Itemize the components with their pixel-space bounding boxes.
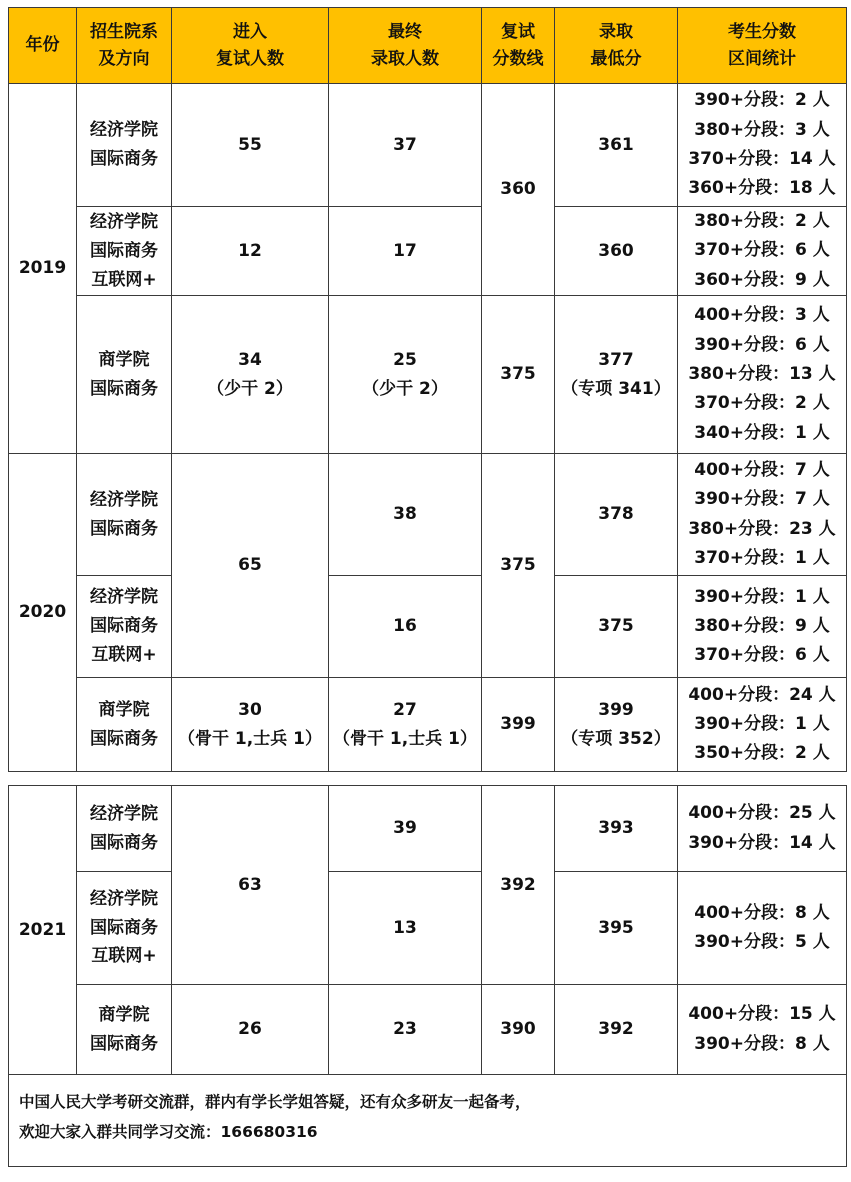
- min-score-cell: 392: [555, 985, 678, 1075]
- footer-line-2: 欢迎大家入群共同学习交流：166680316: [19, 1123, 318, 1141]
- dept-cell: 商学院 国际商务: [77, 296, 172, 454]
- min-score-cell: 375: [555, 576, 678, 678]
- table-row: [9, 454, 847, 576]
- retest-cell: 65: [172, 454, 329, 678]
- min-score-cell: 395: [555, 872, 678, 985]
- table-row: [9, 786, 847, 872]
- footer-line-1: 中国人民大学考研交流群，群内有学长学姐答疑，还有众多研友一起备考，: [19, 1093, 531, 1111]
- admitted-cell: 25 （少干 2）: [329, 296, 482, 454]
- header-retest: 进入 复试人数: [172, 8, 329, 84]
- header-year: 年份: [9, 8, 77, 84]
- min-score-cell: 361: [555, 84, 678, 207]
- distribution-cell: 390+分段：2 人 380+分段：3 人 370+分段：14 人 360+分段：18 人: [678, 84, 847, 207]
- cutoff-cell: 390: [482, 985, 555, 1075]
- dept-cell: 经济学院 国际商务: [77, 84, 172, 207]
- admitted-cell: 37: [329, 84, 482, 207]
- header-distribution: 考生分数 区间统计: [678, 8, 847, 84]
- dept-cell: 经济学院 国际商务: [77, 454, 172, 576]
- table-row: [9, 296, 847, 454]
- admitted-cell: 23: [329, 985, 482, 1075]
- retest-cell: 30 （骨干 1,士兵 1）: [172, 678, 329, 772]
- retest-cell: 34 （少干 2）: [172, 296, 329, 454]
- table-header-row: [9, 8, 847, 84]
- distribution-cell: 380+分段：2 人 370+分段：6 人 360+分段：9 人: [678, 207, 847, 296]
- retest-cell: 63: [172, 786, 329, 985]
- retest-cell: 55: [172, 84, 329, 207]
- dept-cell: 商学院 国际商务: [77, 678, 172, 772]
- distribution-cell: 400+分段：3 人 390+分段：6 人 380+分段：13 人 370+分段：2 人 340+分段：1 人: [678, 296, 847, 454]
- dept-cell: 商学院 国际商务: [77, 985, 172, 1075]
- header-dept: 招生院系 及方向: [77, 8, 172, 84]
- cutoff-cell: 375: [482, 296, 555, 454]
- min-score-cell: 360: [555, 207, 678, 296]
- year-cell: 2021: [9, 786, 77, 1075]
- admitted-cell: 38: [329, 454, 482, 576]
- min-score-cell: 393: [555, 786, 678, 872]
- distribution-cell: 390+分段：1 人 380+分段：9 人 370+分段：6 人: [678, 576, 847, 678]
- table-row: [9, 207, 847, 296]
- table-row: [9, 678, 847, 772]
- table-row: [9, 576, 847, 678]
- header-admitted: 最终 录取人数: [329, 8, 482, 84]
- min-score-cell: 378: [555, 454, 678, 576]
- distribution-cell: 400+分段：24 人 390+分段：1 人 350+分段：2 人: [678, 678, 847, 772]
- table-row: [9, 84, 847, 207]
- admitted-cell: 16: [329, 576, 482, 678]
- distribution-cell: 400+分段：15 人 390+分段：8 人: [678, 985, 847, 1075]
- admitted-cell: 13: [329, 872, 482, 985]
- footer-row: [9, 1075, 847, 1167]
- year-cell: 2019: [9, 84, 77, 454]
- dept-cell: 经济学院 国际商务 互联网+: [77, 576, 172, 678]
- table-row: [9, 985, 847, 1075]
- table-row: [9, 872, 847, 985]
- cutoff-cell: 399: [482, 678, 555, 772]
- admitted-cell: 17: [329, 207, 482, 296]
- dept-cell: 经济学院 国际商务 互联网+: [77, 207, 172, 296]
- retest-cell: 26: [172, 985, 329, 1075]
- dept-cell: 经济学院 国际商务: [77, 786, 172, 872]
- cutoff-cell: 392: [482, 786, 555, 985]
- min-score-cell: 399 （专项 352）: [555, 678, 678, 772]
- header-min-score: 录取 最低分: [555, 8, 678, 84]
- admitted-cell: 39: [329, 786, 482, 872]
- dept-cell: 经济学院 国际商务 互联网+: [77, 872, 172, 985]
- distribution-cell: 400+分段：25 人 390+分段：14 人: [678, 786, 847, 872]
- distribution-cell: 400+分段：7 人 390+分段：7 人 380+分段：23 人 370+分段：1 人: [678, 454, 847, 576]
- min-score-cell: 377 （专项 341）: [555, 296, 678, 454]
- admission-table-2021: [8, 785, 847, 1167]
- admission-table-2019-2020: [8, 7, 847, 772]
- admitted-cell: 27 （骨干 1,士兵 1）: [329, 678, 482, 772]
- footer-note: [9, 1075, 847, 1167]
- cutoff-cell: 375: [482, 454, 555, 678]
- header-cutoff: 复试 分数线: [482, 8, 555, 84]
- distribution-cell: 400+分段：8 人 390+分段：5 人: [678, 872, 847, 985]
- retest-cell: 12: [172, 207, 329, 296]
- cutoff-cell: 360: [482, 84, 555, 296]
- year-cell: 2020: [9, 454, 77, 772]
